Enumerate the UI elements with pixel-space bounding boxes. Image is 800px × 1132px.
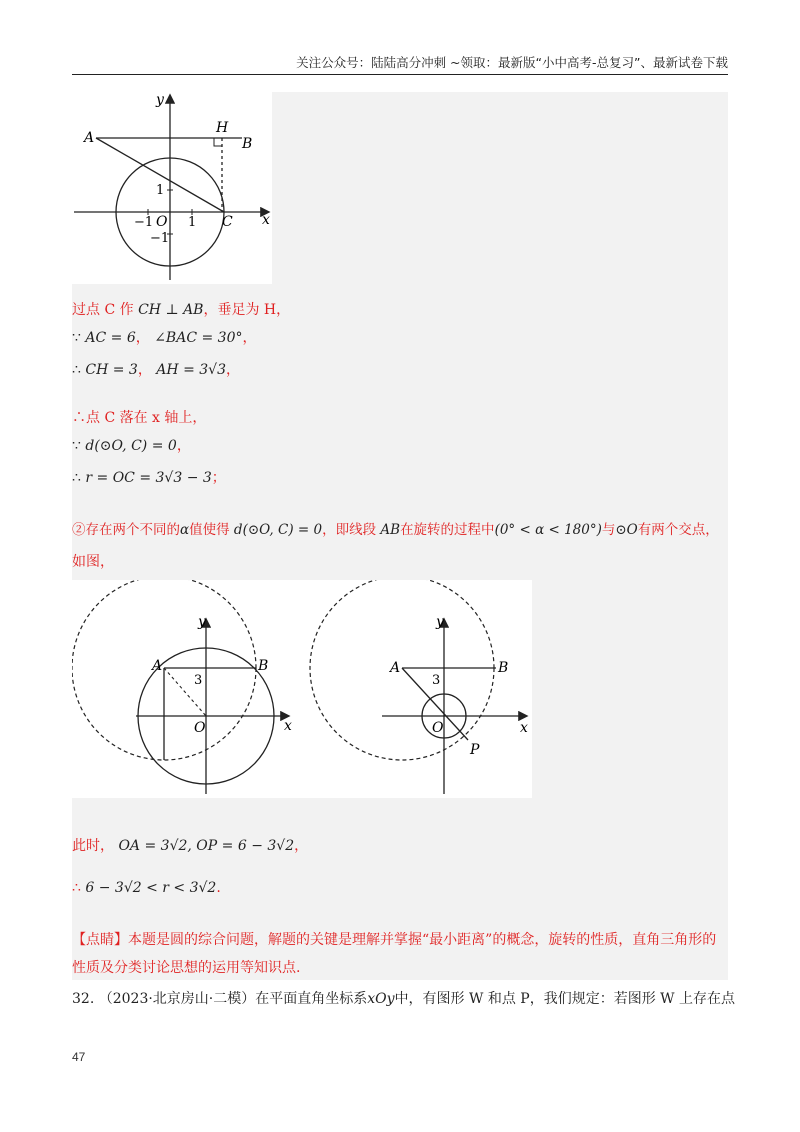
svg-text:B: B: [258, 658, 269, 674]
svg-text:x: x: [520, 720, 528, 736]
svg-text:3: 3: [432, 673, 441, 688]
solution-line-8: 如图，: [72, 554, 114, 570]
question-number: 32.: [72, 991, 95, 1007]
svg-text:O: O: [432, 720, 444, 736]
svg-text:A: A: [152, 658, 163, 674]
segment-ac: [96, 138, 224, 212]
svg-text:A: A: [390, 660, 401, 676]
solution-line-10: ∴ 6 − 3√2 < r < 3√2.: [72, 880, 221, 896]
svg-text:3: 3: [194, 673, 203, 688]
x-label: x: [262, 212, 270, 228]
figure-2: [72, 580, 532, 798]
right-angle-mark: [214, 138, 222, 146]
label-neg-one-y: −1: [150, 231, 170, 246]
svg-text:x: x: [284, 718, 292, 734]
solution-line-7: ②存在两个不同的α值使得 d(⊙O, C) = 0，即线段 AB在旋转的过程中(0° < α < 180°)与⊙O有两个交点，: [72, 522, 719, 538]
label-c: C: [222, 214, 233, 230]
solution-line-5: ∵ d(⊙O, C) = 0，: [72, 438, 191, 454]
figure-2-left: [72, 580, 292, 794]
solution-line-2: ∵ AC = 6， ∠BAC = 30°，: [72, 330, 257, 346]
label-one-y: 1: [156, 183, 165, 198]
label-h: H: [216, 120, 229, 136]
solution-line-3: ∴ CH = 3， AH = 3√3，: [72, 362, 240, 378]
svg-text:O: O: [194, 720, 206, 736]
page-number: 47: [72, 1050, 86, 1064]
figure-2-right: [310, 580, 528, 794]
label-o: O: [156, 214, 168, 230]
solution-line-6: ∴ r = OC = 3√3 − 3；: [72, 470, 226, 486]
svg-text:P: P: [470, 742, 480, 758]
svg-text:B: B: [498, 660, 509, 676]
label-a: A: [84, 130, 95, 146]
y-label: y: [156, 92, 164, 108]
figure-2-svg: [72, 580, 532, 798]
svg-text:y: y: [436, 614, 444, 630]
svg-text:y: y: [198, 614, 206, 630]
label-neg-one-x: −1: [134, 215, 154, 230]
figure-1-svg: [72, 92, 272, 284]
solution-line-9: 此时， OA = 3√2, OP = 6 − 3√2，: [72, 838, 309, 854]
solution-line-1: 过点 C 作 CH ⊥ AB，垂足为 H，: [72, 302, 291, 318]
page-header: 关注公众号：陆陆高分冲刺 ~领取：最新版“小中高考-总复习”、最新试卷下载: [72, 52, 728, 75]
comment-note: 【点睛】本题是圆的综合问题，解题的关键是理解并掌握“最小距离”的概念，旋转的性质，直角三角形的性质及分类讨论思想的运用等知识点.: [72, 932, 717, 976]
label-b: B: [242, 136, 253, 152]
label-one-x: 1: [188, 215, 197, 230]
solution-line-4: ∴点 C 落在 x 轴上，: [72, 410, 207, 426]
question-32: 32. （2023·北京房山·二模）在平面直角坐标系xOy中，有图形 W 和点 P，我们规定：若图形 W 上存在点: [72, 991, 735, 1007]
figure-1: [72, 92, 272, 284]
